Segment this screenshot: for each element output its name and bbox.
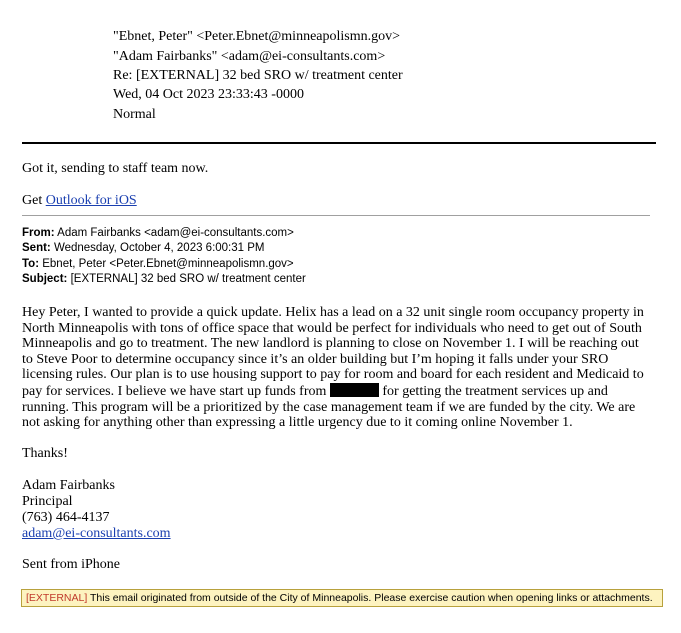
fwd-from-label: From: bbox=[22, 227, 55, 239]
header-subject-value: Re: [EXTERNAL] 32 bed SRO w/ treatment center bbox=[113, 68, 403, 83]
fwd-from-row bbox=[22, 225, 294, 241]
fwd-to-value: Ebnet, Peter <Peter.Ebnet@minneapolismn.gov> bbox=[42, 258, 294, 270]
fwd-to-label: To: bbox=[22, 258, 40, 270]
header-importance-value: Normal bbox=[113, 107, 156, 122]
signature-phone: (763) 464-4137 bbox=[22, 510, 110, 525]
outlook-line bbox=[22, 193, 137, 209]
outlook-link[interactable]: Outlook for iOS bbox=[45, 193, 137, 208]
redaction-block bbox=[330, 383, 379, 397]
reply-text: Got it, sending to staff team now. bbox=[22, 161, 209, 176]
fwd-to-row bbox=[22, 256, 294, 272]
header-divider bbox=[22, 142, 656, 144]
body-part-2: for getting the treatment services up and running. This program will be a prioritized by the case management team if we are funded by the city. We are not asking for anything other than expressing a little urgency due to it coming online November 1. bbox=[22, 383, 636, 431]
external-warning-banner bbox=[21, 589, 663, 607]
signature-title: Principal bbox=[22, 494, 73, 509]
thanks-line: Thanks! bbox=[22, 446, 68, 461]
forward-divider bbox=[22, 215, 650, 216]
header-date-value: Wed, 04 Oct 2023 23:33:43 -0000 bbox=[113, 87, 304, 102]
message-paragraph bbox=[22, 305, 652, 431]
fwd-sent-label: Sent: bbox=[22, 242, 51, 254]
body-part-1: Hey Peter, I wanted to provide a quick update. Helix has a lead on a 32 unit single room occupancy property in North Minneapolis with tons of office space that would be perfect for individuals who need to get out of South Minneapolis and go to treatment. The new landlord is planning to close on November 1. I will be reaching out to Steve Poor to determine occupancy since it’s an older building but I’m hoping it falls under your SRO licensing rules. Our plan is to use housing support to pay for room and board for each resident and Medicaid to pay for services. I believe we have start up funds from bbox=[22, 305, 644, 399]
signature-email-link[interactable]: adam@ei-consultants.com bbox=[22, 526, 171, 541]
header-from-value: "Ebnet, Peter" <Peter.Ebnet@minneapolismn.gov> bbox=[113, 29, 401, 44]
fwd-sent-value: Wednesday, October 4, 2023 6:00:31 PM bbox=[53, 242, 265, 254]
fwd-subject-row bbox=[22, 271, 306, 287]
fwd-subject-label: Subject: bbox=[22, 273, 68, 285]
sent-from-line: Sent from iPhone bbox=[22, 557, 120, 572]
signature-name: Adam Fairbanks bbox=[22, 478, 115, 493]
external-warning-text: This email originated from outside of the City of Minneapolis. Please exercise caution when opening links or attachments. bbox=[87, 592, 653, 604]
external-tag: [EXTERNAL] bbox=[26, 592, 88, 604]
fwd-from-value: Adam Fairbanks <adam@ei-consultants.com> bbox=[57, 227, 294, 239]
fwd-sent-row bbox=[22, 240, 265, 256]
fwd-subject-value: [EXTERNAL] 32 bed SRO w/ treatment center bbox=[70, 273, 306, 285]
outlook-prefix: Get bbox=[22, 193, 46, 208]
message-body bbox=[22, 305, 652, 431]
header-to-value: "Adam Fairbanks" <adam@ei-consultants.com> bbox=[113, 49, 386, 64]
signature-email-line bbox=[22, 526, 171, 542]
